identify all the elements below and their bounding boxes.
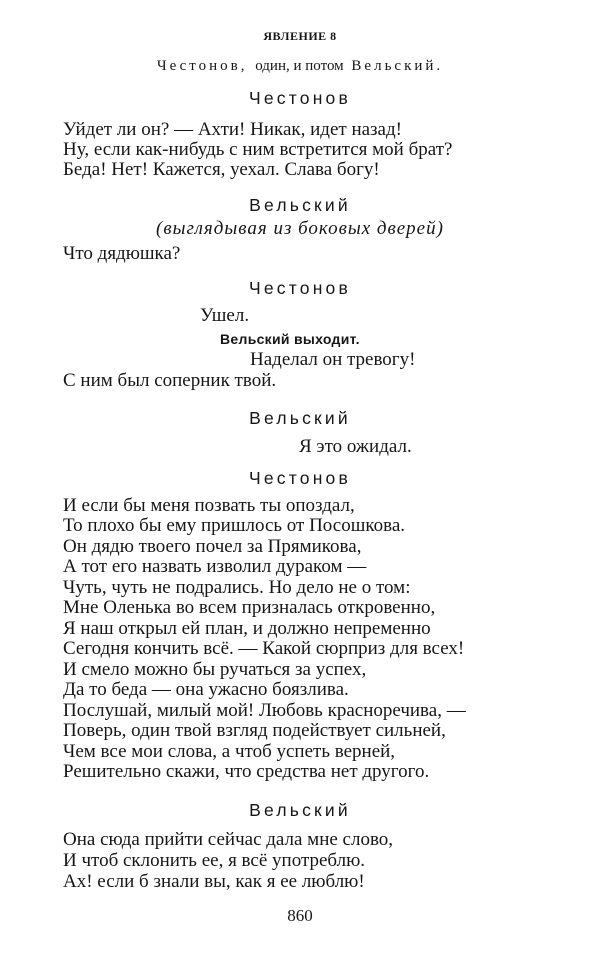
verse-line: Поверь, один твой взгляд подействует сильней, (63, 720, 446, 741)
verse-line: Ну, если как-нибудь с ним встретится мой брат? (63, 139, 453, 160)
stage-direction-text: один, и потом (255, 58, 344, 74)
speaker-name: Вельский (249, 800, 351, 820)
verse-line: Она сюда прийти сейчас дала мне слово, (63, 829, 394, 850)
speaker-name: Честонов (249, 278, 351, 298)
verse-line: Я это ожидал. (299, 436, 412, 457)
verse-line: Сегодня кончить всё. — Какой сюрприз для всех! (63, 638, 465, 659)
page-number: 860 (287, 906, 313, 925)
inline-stage-direction: Вельский выходит. (220, 331, 360, 347)
verse-line: Наделал он тревогу! (250, 349, 416, 370)
verse-line: С ним был соперник твой. (63, 370, 277, 391)
verse-line: Что дядюшка? (63, 243, 181, 264)
verse-line: Ах! если б знали вы, как я ее люблю! (63, 871, 365, 892)
speaker-name: Честонов (249, 468, 351, 488)
stage-direction-character-2: Вельский. (351, 58, 444, 74)
verse-line: Уйдет ли он? — Ахти! Никак, идет назад! (63, 119, 402, 140)
verse-line: Я наш открыл ей план, и должно непременно (63, 618, 431, 639)
verse-line: Беда! Нет! Кажется, уехал. Слава богу! (63, 159, 380, 180)
verse-line: И смело можно бы ручаться за успех, (63, 659, 367, 680)
verse-line: Да то беда — она ужасно боязлива. (63, 679, 349, 700)
speaker-stage-direction: (выглядывая из боковых дверей) (156, 218, 444, 239)
speaker-name: Вельский (249, 408, 351, 428)
verse-line: А тот его назвать изволил дураком — (63, 556, 367, 577)
verse-line: То плохо бы ему пришлось от Посошкова. (63, 515, 406, 536)
verse-line: Чуть, чуть не подрались. Но дело не о том: (63, 577, 411, 598)
verse-line: Мне Оленька во всем призналась откровенно, (63, 597, 436, 618)
scene-title: ЯВЛЕНИЕ 8 (263, 29, 337, 43)
scene-stage-direction (0, 58, 600, 75)
verse-line: Ушел. (200, 305, 250, 326)
verse-line: И если бы меня позвать ты опоздал, (63, 495, 355, 516)
verse-line: И чтоб склонить ее, я всё употреблю. (63, 850, 366, 871)
speaker-name: Честонов (249, 88, 351, 108)
stage-direction-character-1: Честонов, (156, 58, 248, 74)
speaker-name: Вельский (249, 195, 351, 215)
verse-line: Чем все мои слова, а чтоб успеть верней, (63, 741, 396, 762)
verse-line: Послушай, милый мой! Любовь красноречива, — (63, 700, 466, 721)
verse-line: Решительно скажи, что средства нет другого. (63, 761, 430, 782)
verse-line: Он дядю твоего почел за Прямикова, (63, 536, 362, 557)
